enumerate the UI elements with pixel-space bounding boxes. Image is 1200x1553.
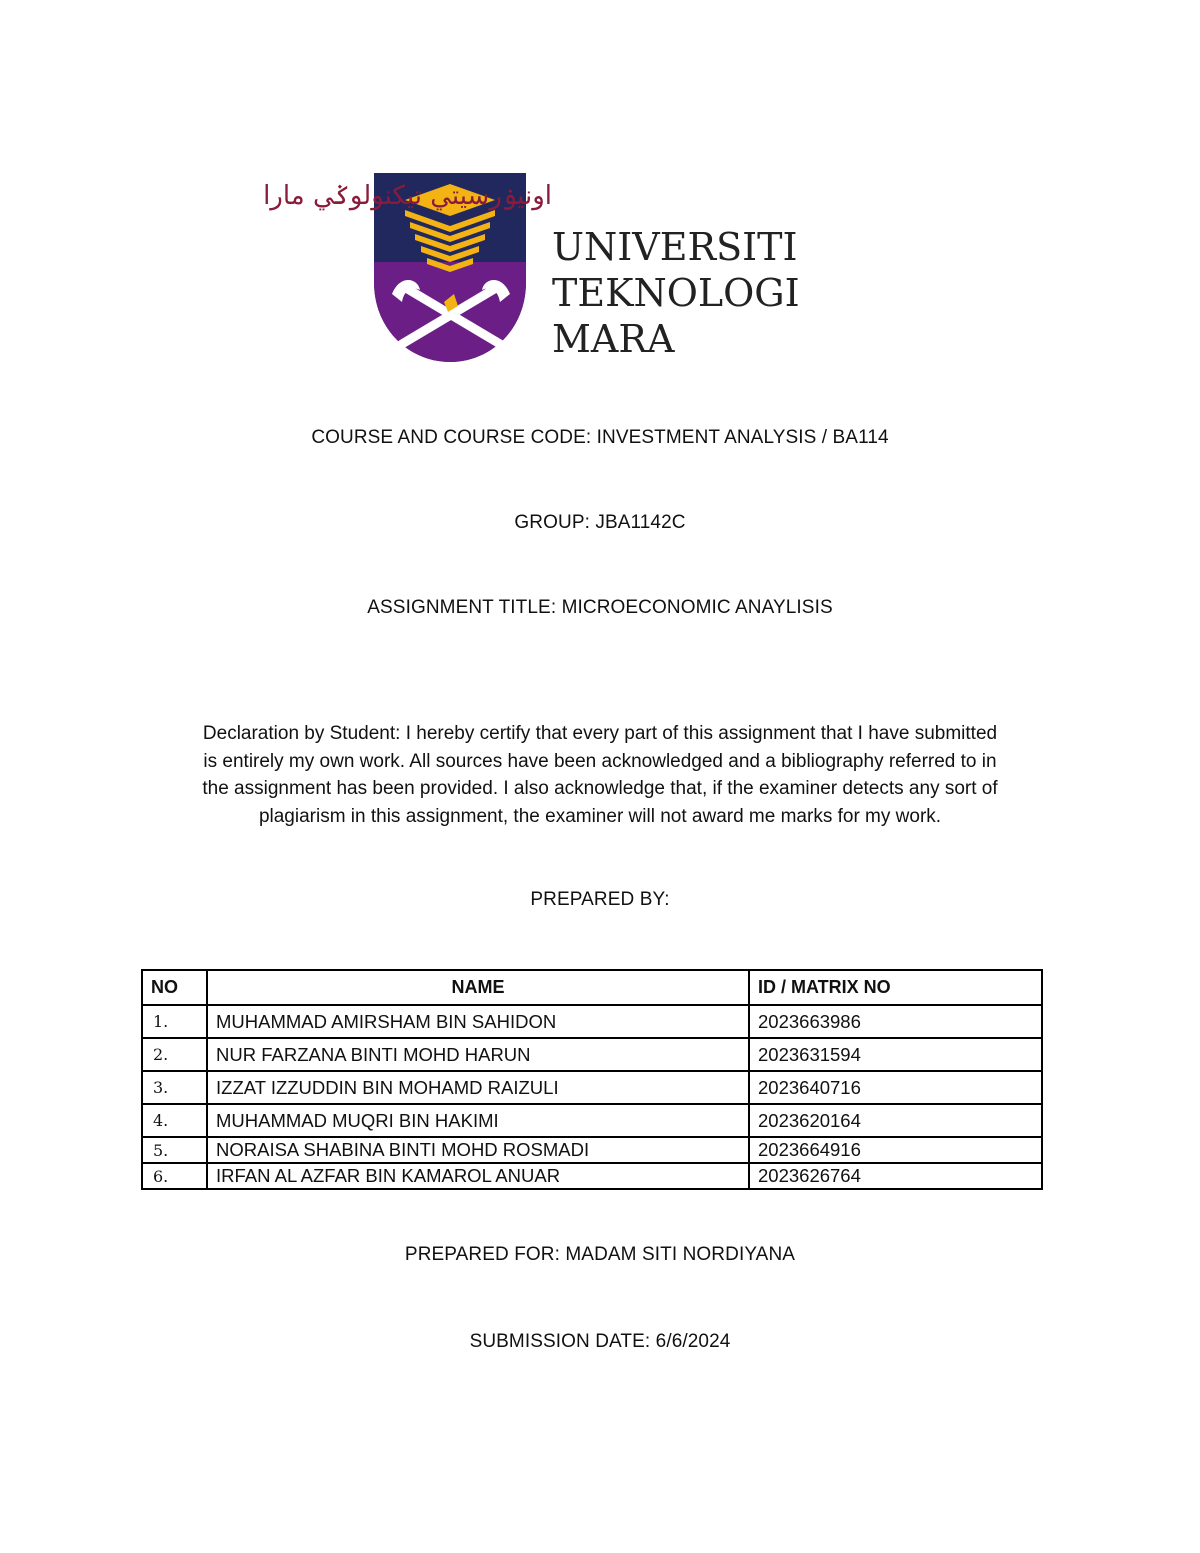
row-no: 5. bbox=[142, 1137, 207, 1163]
row-id: 2023626764 bbox=[749, 1163, 1042, 1189]
table-row bbox=[142, 1071, 1042, 1104]
row-name: NUR FARZANA BINTI MOHD HARUN bbox=[207, 1038, 749, 1071]
members-table bbox=[141, 969, 1043, 1190]
logo-name-line3: MARA bbox=[552, 317, 675, 361]
row-name: MUHAMMAD AMIRSHAM BIN SAHIDON bbox=[207, 1005, 749, 1038]
prepared-by-heading: PREPARED BY: bbox=[530, 889, 670, 910]
prepared-for-line: PREPARED FOR: MADAM SITI NORDIYANA bbox=[404, 1244, 796, 1265]
logo-name-line1: UNIVERSITI bbox=[552, 225, 798, 269]
table-row bbox=[142, 1005, 1042, 1038]
row-name: IZZAT IZZUDDIN BIN MOHAMD RAIZULI bbox=[207, 1071, 749, 1104]
table-row bbox=[142, 1104, 1042, 1137]
student-declaration bbox=[140, 720, 1060, 830]
row-id: 2023663986 bbox=[749, 1005, 1042, 1038]
submission-date-line: SUBMISSION DATE: 6/6/2024 bbox=[469, 1331, 731, 1352]
declaration-line: plagiarism in this assignment, the examiner will not award me marks for my work. bbox=[258, 805, 942, 827]
table-row bbox=[142, 1163, 1042, 1189]
logo-name-line2: TEKNOLOGI bbox=[552, 271, 800, 315]
declaration-line: Declaration by Student: I hereby certify that every part of this assignment that I have submitted bbox=[202, 723, 998, 744]
header-name: NAME bbox=[207, 970, 749, 1005]
declaration-line: is entirely my own work. All sources have been acknowledged and a bibliography referred to in bbox=[203, 750, 997, 772]
course-line: COURSE AND COURSE CODE: INVESTMENT ANALYSIS / BA114 bbox=[311, 427, 889, 448]
logo-arabic-text: اونيۏرسيتي تيكنولوݢي مارا bbox=[263, 181, 552, 211]
row-no: 2. bbox=[142, 1038, 207, 1071]
row-no: 4. bbox=[142, 1104, 207, 1137]
row-no: 3. bbox=[142, 1071, 207, 1104]
declaration-line: the assignment has been provided. I also acknowledge that, if the examiner detects any sort of bbox=[202, 778, 998, 799]
row-id: 2023620164 bbox=[749, 1104, 1042, 1137]
row-no: 1. bbox=[142, 1005, 207, 1038]
group-line: GROUP: JBA1142C bbox=[514, 512, 686, 533]
row-id: 2023664916 bbox=[749, 1137, 1042, 1163]
row-name: NORAISA SHABINA BINTI MOHD ROSMADI bbox=[207, 1137, 749, 1163]
row-no: 6. bbox=[142, 1163, 207, 1189]
university-logo bbox=[263, 170, 832, 365]
row-name: MUHAMMAD MUQRI BIN HAKIMI bbox=[207, 1104, 749, 1137]
header-no: NO bbox=[142, 970, 207, 1005]
assignment-title: ASSIGNMENT TITLE: MICROECONOMIC ANAYLISIS bbox=[367, 597, 833, 618]
uitm-crest-icon bbox=[263, 170, 832, 365]
row-name: IRFAN AL AZFAR BIN KAMAROL ANUAR bbox=[207, 1163, 749, 1189]
header-id: ID / MATRIX NO bbox=[749, 970, 1042, 1005]
row-id: 2023640716 bbox=[749, 1071, 1042, 1104]
table-row bbox=[142, 1038, 1042, 1071]
table-row bbox=[142, 1137, 1042, 1163]
table-header-row bbox=[142, 970, 1042, 1005]
row-id: 2023631594 bbox=[749, 1038, 1042, 1071]
